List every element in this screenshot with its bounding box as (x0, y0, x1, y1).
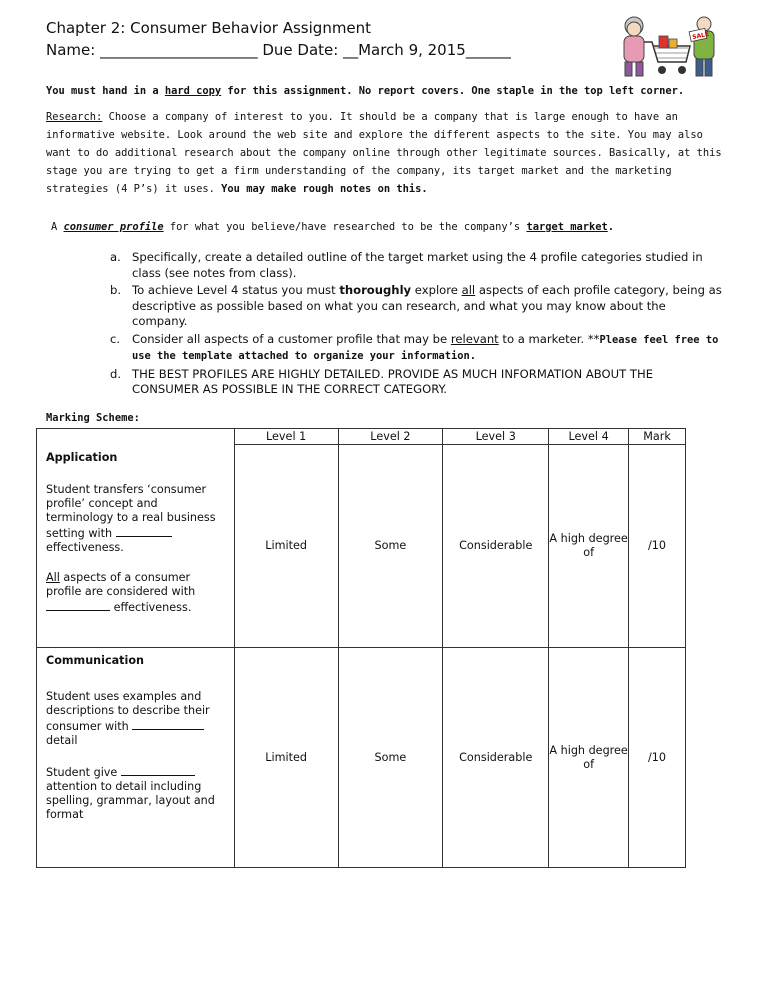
fill-blank (46, 599, 110, 611)
list-underline: relevant (450, 331, 499, 346)
category-communication: Communication (46, 654, 144, 667)
list-item (110, 332, 722, 365)
communication-level-1: Limited (234, 648, 338, 868)
communication-desc-1 (46, 690, 225, 748)
list-letter: a. (110, 250, 121, 264)
research-paragraph (46, 108, 734, 198)
list-letter: b. (110, 283, 122, 297)
header-level-3: Level 3 (443, 429, 549, 445)
communication-desc-2-text: attention to detail including spelling, grammar, layout and format (46, 780, 215, 821)
fill-blank (121, 764, 195, 776)
application-desc-2 (46, 571, 225, 615)
handin-pre: You must hand in a (46, 85, 165, 97)
document-title: Chapter 2: Consumer Behavior Assignment (46, 19, 372, 37)
list-letter: d. (110, 366, 122, 381)
application-desc-1 (46, 483, 225, 555)
list-bold: thoroughly (339, 283, 412, 297)
communication-mark: /10 (629, 648, 686, 868)
application-mark: /10 (629, 445, 686, 648)
profile-mid: for what you believe/have researched to be the company’s (163, 221, 527, 233)
list-item (110, 283, 722, 330)
rubric-header-row (37, 429, 686, 445)
list-text: to a marketer. ** (498, 331, 600, 346)
application-desc-2-all: All (46, 570, 60, 584)
application-level-1: Limited (234, 445, 338, 648)
list-letter: c. (110, 331, 121, 346)
research-text: Choose a company of interest to you. It should be a company that is large enough to have an informative website. Look around the web site and explore the different aspects to the site. You may also want to do additional research about the company online through other legitimate sources. Basically, at this stage you are trying to get a firm understanding of the company, its target market and the marketing strategies (4 P’s) it uses. (46, 111, 722, 195)
header-level-4: Level 4 (549, 429, 629, 445)
application-level-4: A high degree of (549, 445, 629, 648)
profile-end: . (607, 221, 615, 233)
list-text: Consider all aspects of a customer profile that may be (132, 331, 451, 346)
profile-target-market: target market (526, 221, 608, 233)
communication-level-3: Considerable (443, 648, 549, 868)
application-desc-1-text: Student transfers ‘consumer profile’ concept and terminology to a real business setting with (46, 482, 216, 540)
sale-sign-text: SALE (691, 30, 710, 42)
application-level-2: Some (338, 445, 443, 648)
communication-level-4: A high degree of (549, 648, 629, 868)
name-due-date-line: Name: _____________________ Due Date: __March 9, 2015______ (46, 41, 511, 59)
header-level-2: Level 2 (338, 429, 443, 445)
rubric-corner-cell (37, 429, 235, 445)
handin-instructions (46, 82, 726, 100)
application-level-3: Considerable (443, 445, 549, 648)
header-mark: Mark (629, 429, 686, 445)
communication-level-2: Some (338, 648, 443, 868)
rubric-row-communication (37, 648, 686, 868)
list-text: aspects of each profile category, being as descriptive as possible based on what you can research, and what you may know about the company. (132, 283, 722, 328)
rubric-row-application (37, 445, 686, 648)
list-item (110, 250, 722, 281)
list-text: To achieve Level 4 status you must (132, 283, 340, 297)
application-desc-2-text: aspects of a consumer profile are considered with (46, 570, 196, 598)
research-bold-note: You may make rough notes on this. (221, 183, 428, 195)
profile-term: consumer profile (63, 221, 164, 233)
handin-hard-copy: hard copy (164, 85, 222, 97)
requirements-list (110, 250, 722, 400)
document-header (46, 17, 511, 61)
list-text: Specifically, create a detailed outline of the target market using the 4 profile categories studied in class (see notes from class). (132, 250, 703, 280)
fill-blank (132, 718, 204, 730)
list-text: THE BEST PROFILES ARE HIGHLY DETAILED. PROVIDE AS MUCH INFORMATION ABOUT THE CONSUMER AS POSSIBLE IN THE CORRECT CATEGORY. (132, 366, 654, 396)
application-desc-2-end: effectiveness. (113, 600, 192, 614)
application-criteria (37, 445, 235, 648)
consumer-profile-heading (51, 218, 731, 236)
communication-desc-1-end: detail (46, 734, 78, 747)
application-desc-1-end: effectiveness. (46, 540, 124, 554)
list-bold: Please feel free to use the template attached to organize your information. (132, 333, 719, 362)
category-application: Application (46, 450, 118, 464)
communication-desc-2 (46, 764, 225, 822)
handin-post: for this assignment. No report covers. One staple in the top left corner. (221, 85, 685, 97)
communication-desc-2-pre: Student give (46, 766, 118, 779)
communication-desc-1-text: Student uses examples and descriptions to describe their consumer with (46, 690, 210, 733)
list-underline: all (461, 283, 476, 297)
research-label: Research: (46, 111, 103, 123)
header-level-1: Level 1 (234, 429, 338, 445)
marking-rubric-table (36, 428, 686, 868)
list-item (110, 367, 722, 398)
marking-scheme-label: Marking Scheme: (46, 412, 140, 424)
list-text: explore (411, 283, 462, 297)
fill-blank (116, 525, 172, 537)
shopping-cart-clipart (612, 12, 720, 80)
profile-pre: A (51, 221, 64, 233)
communication-criteria (37, 648, 235, 868)
